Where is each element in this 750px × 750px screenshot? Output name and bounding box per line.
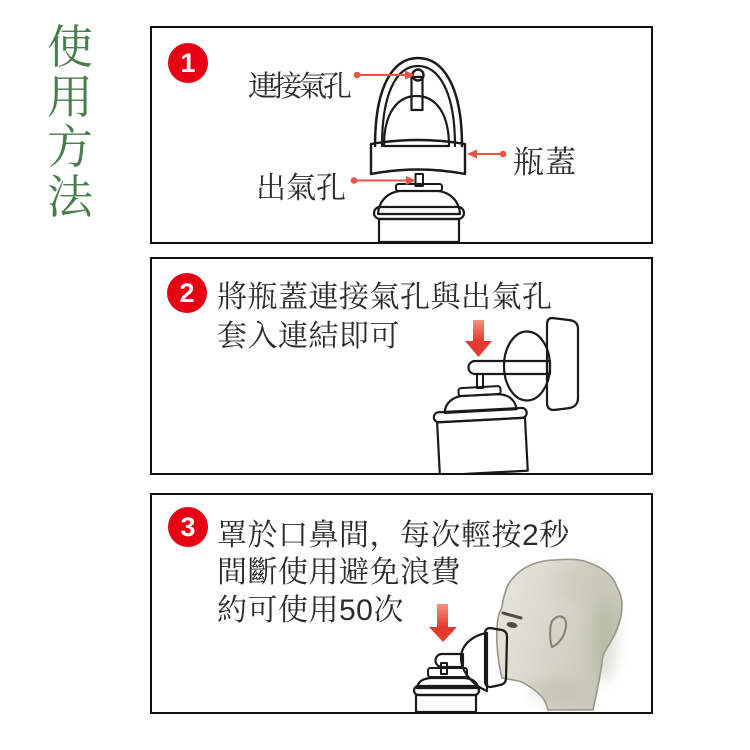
outlet-stem <box>477 374 483 388</box>
step-3-panel <box>150 493 653 714</box>
title-char: 方 <box>47 121 93 173</box>
title-char: 使 <box>47 21 93 73</box>
step-1-panel <box>150 26 653 244</box>
pointer-arrow-icon <box>467 150 506 159</box>
connector-tube <box>436 654 464 667</box>
step-2-panel <box>150 257 653 475</box>
step-1-illustration <box>152 28 651 242</box>
step-number: 2 <box>179 277 195 308</box>
connector-tube <box>469 361 550 374</box>
step-3-text-line: 間斷使用避免浪費 <box>217 556 461 589</box>
step-number: 1 <box>180 47 196 78</box>
label-bottle-cap: 瓶蓋 <box>513 145 577 180</box>
page-title <box>45 22 95 222</box>
spray-can <box>432 385 529 473</box>
step-3-text-line: 罩於口鼻間，每次輕按2秒 <box>217 519 570 552</box>
mask-plate <box>547 318 578 410</box>
label-outlet-hole: 出氣孔 <box>256 172 346 205</box>
human-head <box>497 559 622 710</box>
title-char: 用 <box>47 71 93 123</box>
step-number-badge <box>167 273 207 313</box>
step-3-text-line: 約可使用50次 <box>217 594 404 627</box>
cap-inner-tube <box>412 77 423 110</box>
step-2-text-line: 將瓶蓋連接氣孔與出氣孔 <box>217 281 553 314</box>
cap-dome <box>384 96 449 146</box>
pointer-arrow-icon <box>351 176 416 185</box>
step-number: 3 <box>180 511 196 542</box>
spray-can <box>374 184 464 242</box>
title-char: 法 <box>47 171 93 223</box>
step-number-badge <box>168 43 208 83</box>
label-connect-hole: 連接氣孔 <box>248 71 349 103</box>
spray-can <box>414 663 479 712</box>
mask-cup <box>504 332 550 401</box>
pointer-arrow-icon <box>354 71 415 80</box>
step-2-text-line: 套入連結即可 <box>217 320 400 353</box>
down-arrow-icon <box>429 604 457 642</box>
step-number-badge <box>168 507 208 547</box>
down-arrow-icon <box>465 320 492 357</box>
